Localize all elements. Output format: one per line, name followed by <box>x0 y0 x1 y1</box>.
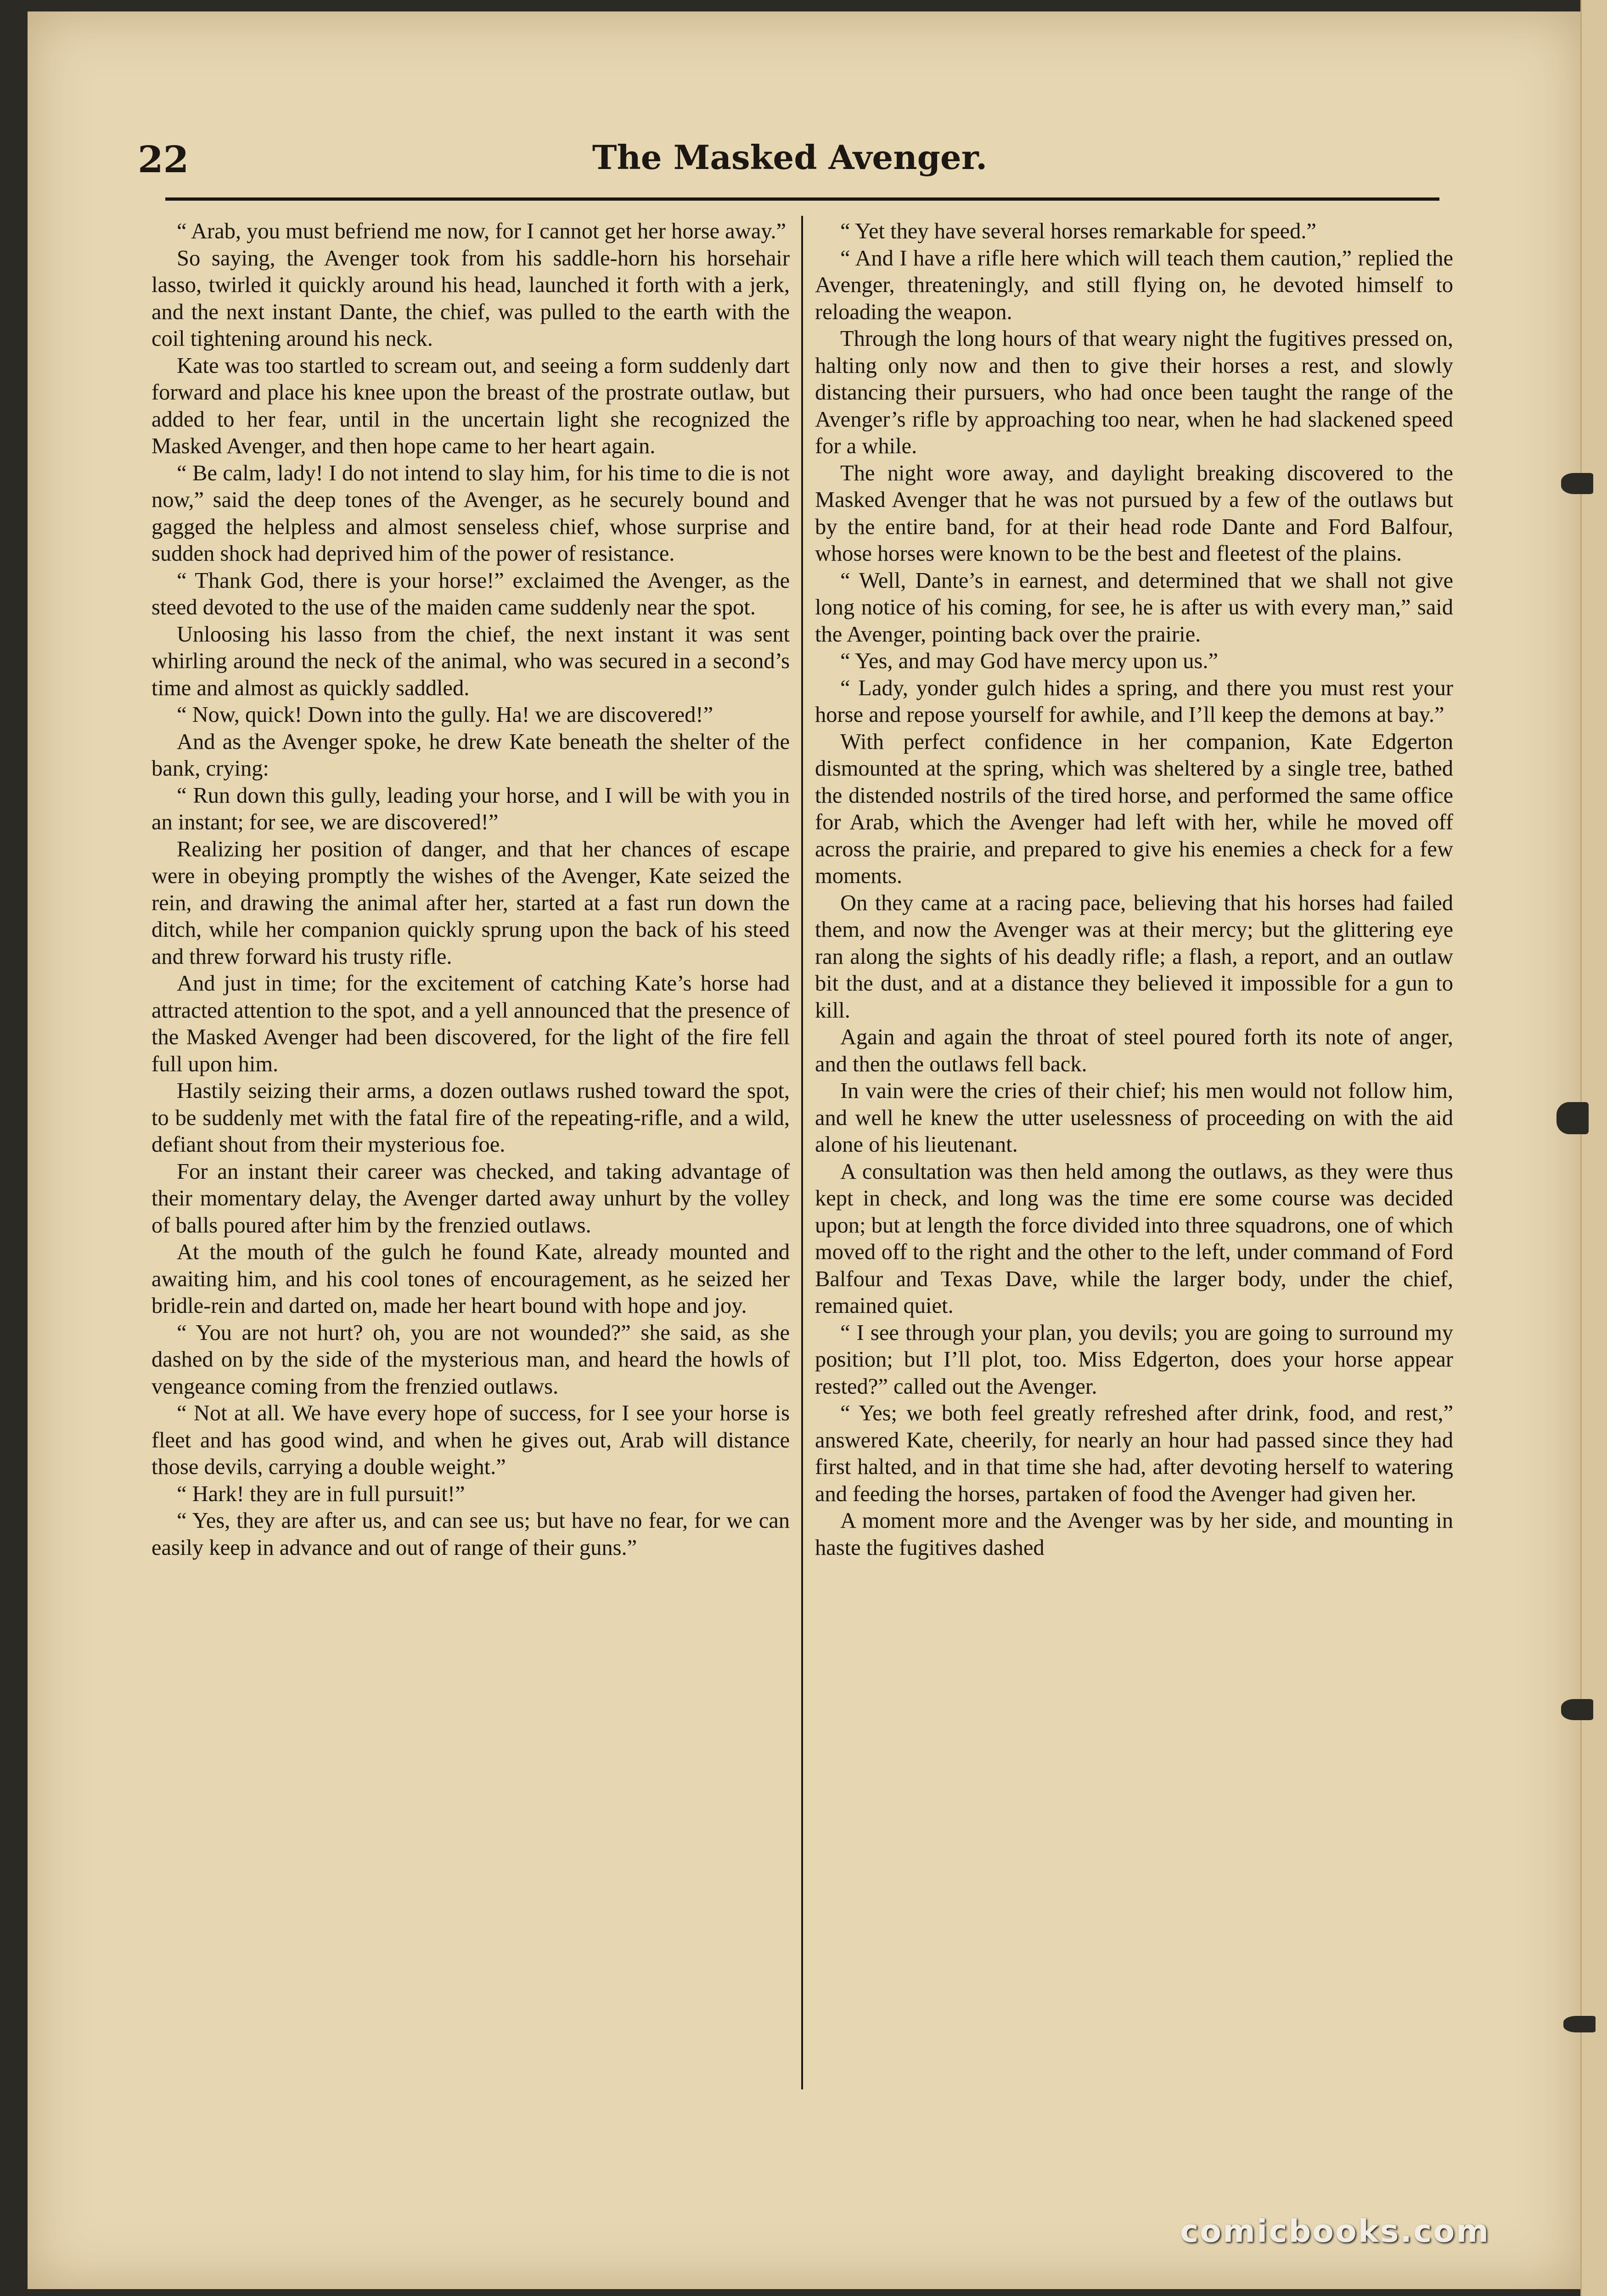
paragraph: A consultation was then held among the outlaws, as they were thus kept in check, and long was the time ere some course was decided upon; but at length the force divided into three squadrons, one of which moved off to the right and the other to the left, under command of Ford Balfour and Texas Dave, while the larger body, under the chief, remained quiet. <box>815 1159 1453 1318</box>
page-header <box>138 133 1442 184</box>
paragraph: Kate was too startled to scream out, and seeing a form suddenly dart forward and place his knee upon the breast of the prostrate outlaw, but added to her fear, until in the uncertain light she recognized the Masked Avenger, and then hope came to her heart again. <box>152 353 790 458</box>
paragraph: A moment more and the Avenger was by her side, and mounting in haste the fugitives dashed <box>815 1508 1453 1560</box>
paragraph: At the mouth of the gulch he found Kate, already mounted and awaiting him, and his cool tones of encouragement, as he seized her bridle-rein and darted on, made her heart bound with hope and joy. <box>152 1240 790 1318</box>
paragraph: “ Thank God, there is your horse!” exclaimed the Avenger, as the steed devoted to the use of the maiden came suddenly near the spot. <box>152 568 790 619</box>
paragraph: “ Yes; we both feel greatly refreshed after drink, food, and rest,” answered Kate, cheerily, for nearly an hour had passed since they had first halted, and in that time she had, after devoting herself to watering and feeding the horses, partaken of food the Avenger had given her. <box>815 1401 1453 1506</box>
page-number: 22 <box>138 138 189 181</box>
paragraph: “ Yet they have several horses remarkable for speed.” <box>840 219 1316 243</box>
paragraph: “ Run down this gully, leading your horse, and I will be with you in an instant; for see, we are discovered!” <box>152 783 790 834</box>
paragraph: “ Yes, and may God have mercy upon us.” <box>840 649 1218 673</box>
paragraph: “ Not at all. We have every hope of success, for I see your horse is fleet and has good wind, and when he gives out, Arab will distance those devils, carrying a double weight.” <box>152 1401 790 1479</box>
paragraph: “ Well, Dante’s in earnest, and determined that we shall not give long notice of his coming, for see, he is after us with every man,” said the Avenger, pointing back over the prairie. <box>815 568 1453 647</box>
paragraph: And as the Avenger spoke, he drew Kate beneath the shelter of the bank, crying: <box>152 729 790 781</box>
paragraph: “ Hark! they are in full pursuit!” <box>177 1481 465 1506</box>
binding-hole <box>1563 2016 1596 2032</box>
running-title: The Masked Avenger. <box>592 138 988 177</box>
paragraph: On they came at a racing pace, believing that his horses had failed them, and now the Avenger was at their mercy; but the glittering eye ran along the sights of his deadly rifle; a flash, a report, and an outlaw bit the dust, and at a distance they believed it impossible for a gun to kill. <box>815 890 1453 1023</box>
binding-hole <box>1561 1699 1593 1720</box>
paragraph: The night wore away, and daylight breaking discovered to the Masked Avenger that he was not pursued by a few of the outlaws but by the entire band, for at their head rode Dante and Ford Balfour, whose horses were known to be the best and fleetest of the plains. <box>815 461 1453 566</box>
binding-hole <box>1556 1102 1589 1134</box>
left-column <box>152 218 790 2124</box>
paragraph: Again and again the throat of steel poured forth its note of anger, and then the outlaws fell back. <box>815 1025 1453 1076</box>
watermark: comicbooks.com <box>1180 2213 1490 2250</box>
paragraph: “ Be calm, lady! I do not intend to slay him, for his time to die is not now,” said the deep tones of the Avenger, as he securely bound and gagged the helpless and almost senseless chief, whose surprise and sudden shock had deprived him of the power of resistance. <box>152 461 790 566</box>
right-column <box>815 218 1453 2124</box>
paragraph: And just in time; for the excitement of catching Kate’s horse had attracted attention to the spot, and a yell announced that the presence of the Masked Avenger had been discovered, for the light of the fire fell full upon him. <box>152 971 790 1076</box>
paragraph: Unloosing his lasso from the chief, the next instant it was sent whirling around the neck of the animal, who was secured in a second’s time and almost as quickly saddled. <box>152 622 790 700</box>
header-rule <box>165 197 1439 201</box>
paragraph: “ I see through your plan, you devils; you are going to surround my position; but I’ll plot, too. Miss Edgerton, does your horse appear rested?” called out the Avenger. <box>815 1320 1453 1399</box>
paragraph: So saying, the Avenger took from his saddle-horn his horsehair lasso, twirled it quickly around his head, launched it forth with a jerk, and the next instant Dante, the chief, was pulled to the earth with the coil tightening around his neck. <box>152 246 790 351</box>
paragraph: “ Yes, they are after us, and can see us; but have no fear, for we can easily keep in advance and out of range of their guns.” <box>152 1508 790 1560</box>
paragraph: Realizing her position of danger, and that her chances of escape were in obeying promptly the wishes of the Avenger, Kate seized the rein, and drawing the animal after her, started at a fast run down the ditch, while her companion quickly sprung upon the back of his steed and threw forward his trusty rifle. <box>152 837 790 969</box>
next-page-edge <box>1580 0 1607 2296</box>
paragraph: In vain were the cries of their chief; his men would not follow him, and well he knew the utter uselessness of proceeding on with the aid alone of his lieutenant. <box>815 1079 1453 1157</box>
paragraph: For an instant their career was checked, and taking advantage of their momentary delay, the Avenger darted away unhurt by the volley of balls poured after him by the frenzied outlaws. <box>152 1159 790 1238</box>
column-divider <box>801 216 803 2089</box>
paragraph: “ Now, quick! Down into the gully. Ha! we are discovered!” <box>177 703 714 727</box>
paragraph: “ You are not hurt? oh, you are not wounded?” she said, as she dashed on by the side of the mysterious man, and heard the howls of vengeance coming from the frenzied outlaws. <box>152 1320 790 1399</box>
paragraph: Through the long hours of that weary night the fugitives pressed on, halting only now and then to give their horses a rest, and slowly distancing their pursuers, who had once been taught the range of the Avenger’s rifle by approaching too near, when he had slackened speed for a while. <box>815 326 1453 458</box>
paragraph: “ Arab, you must befriend me now, for I cannot get her horse away.” <box>177 219 787 243</box>
paragraph: “ And I have a rifle here which will teach them caution,” replied the Avenger, threateningly, and still flying on, he devoted himself to reloading the weapon. <box>815 246 1453 324</box>
paragraph: With perfect confidence in her companion, Kate Edgerton dismounted at the spring, which was sheltered by a single tree, bathed the distended nostrils of the tired horse, and performed the same office for Arab, which the Avenger had left with her, while he moved off across the prairie, and prepared to give his enemies a check for a few moments. <box>815 729 1453 888</box>
binding-hole <box>1561 473 1593 494</box>
paragraph: “ Lady, yonder gulch hides a spring, and there you must rest your horse and repose yourself for awhile, and I’ll keep the demons at bay.” <box>815 675 1453 727</box>
paragraph: Hastily seizing their arms, a dozen outlaws rushed toward the spot, to be suddenly met with the fatal fire of the repeating-rifle, and a wild, defiant shout from their mysterious foe. <box>152 1079 790 1157</box>
